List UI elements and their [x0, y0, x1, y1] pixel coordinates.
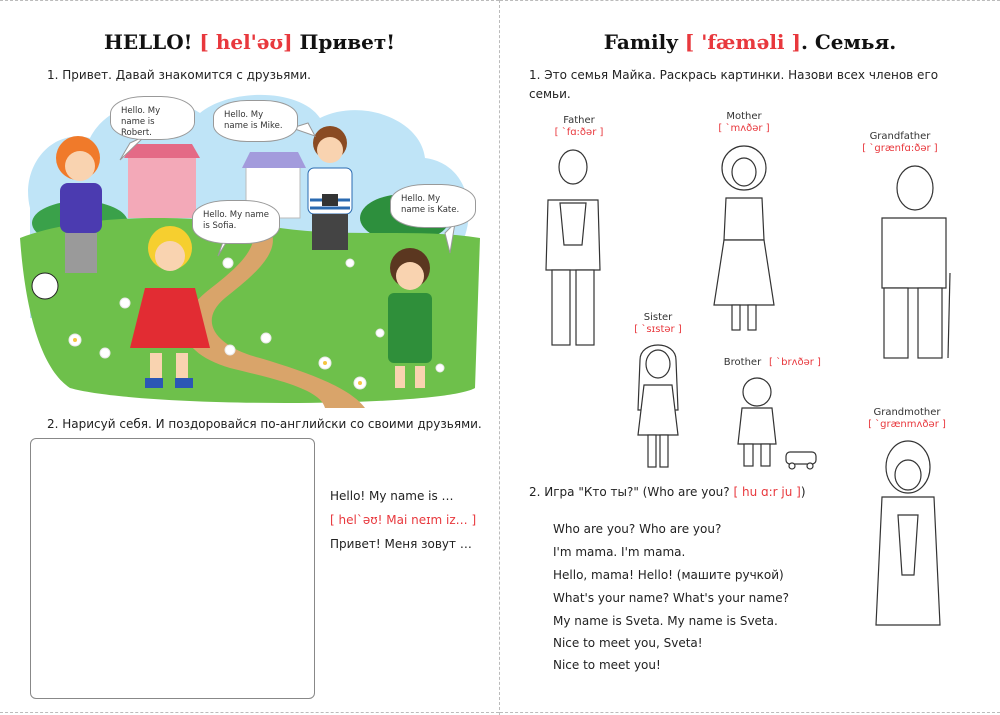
label-grandfather: Grandfather [869, 131, 931, 142]
game-line-1: Who are you? Who are you? [553, 522, 722, 536]
task-2-heading: 2. Нарисуй себя. И поздоровайся по-английски со своими друзьями. [47, 417, 482, 431]
task-1-line-2: семьи. [529, 87, 571, 101]
title-ru: Привет! [299, 30, 396, 54]
game-line-7: Nice to meet you! [553, 658, 661, 672]
game-line-5: My name is Sveta. My name is Sveta. [553, 614, 778, 628]
title-main: Family [603, 30, 678, 54]
ipa-father: [ `fɑ:ðər ] [554, 127, 604, 138]
task-2-prefix: 2. Игра "Кто ты?" (Who are you? [529, 485, 730, 499]
speech-bubble-sofia: Hello. My name is Sofia. [192, 200, 280, 244]
task-2-suffix: ) [800, 485, 806, 499]
title-ru: . Семья. [800, 30, 897, 54]
speech-bubble-kate: Hello. My name is Kate. [390, 184, 476, 228]
page-title-family [500, 30, 1000, 54]
top-divider [500, 0, 1000, 1]
page-title-hello [0, 30, 499, 54]
label-brother: Brother [723, 357, 762, 368]
ipa-grandmother: [ `grænmʌðər ] [868, 419, 946, 430]
grandfather-figure [870, 158, 965, 363]
label-sister: Sister [643, 312, 673, 323]
self-portrait-drawing-box[interactable] [30, 438, 315, 699]
speech-bubble-mike: Hello. My name is Mike. [213, 100, 298, 142]
ipa-grandfather: [ `grænfɑ:ðər ] [862, 143, 938, 154]
mother-figure [704, 140, 784, 335]
task-1-heading: 1. Привет. Давай знакомится с друзьями. [47, 68, 311, 82]
title-main: HELLO! [103, 30, 193, 54]
hello-line-english: Hello! My name is … [330, 489, 454, 503]
speech-bubble-robert: Hello. My name is Robert. [110, 96, 195, 140]
grandmother-figure [868, 435, 948, 635]
friends-illustration [20, 88, 480, 408]
ipa-sister: [ `sɪstər ] [634, 324, 682, 335]
task-2-heading-right [529, 483, 806, 502]
game-line-6: Nice to meet you, Sveta! [553, 636, 703, 650]
brother-figure [732, 374, 822, 470]
title-ipa: [ hel'əʊ] [199, 30, 293, 54]
label-father: Father [563, 115, 595, 126]
father-figure [538, 145, 608, 355]
game-line-2: I'm mama. I'm mama. [553, 545, 686, 559]
label-mother: Mother [726, 111, 762, 122]
task-2-ipa: [ hu ɑ:r ju ] [733, 485, 801, 499]
bottom-divider [0, 712, 499, 713]
sister-figure [628, 340, 688, 475]
hello-line-ipa: [ hel`əʊ! Mai neɪm iz… ] [330, 513, 477, 527]
game-line-3: Hello, mama! Hello! (машите ручкой) [553, 568, 784, 582]
bottom-divider [500, 712, 1000, 713]
ipa-brother: [ `brʌðər ] [769, 357, 821, 368]
ipa-mother: [ `mʌðər ] [718, 123, 770, 134]
hello-line-russian: Привет! Меня зовут … [330, 537, 472, 551]
game-line-4: What's your name? What's your name? [553, 591, 789, 605]
task-1-line-1: 1. Это семья Майка. Раскрась картинки. Назови всех членов его [529, 68, 939, 82]
title-ipa: [ 'fæməli ] [684, 30, 801, 54]
top-divider [0, 0, 499, 1]
label-grandmother: Grandmother [873, 407, 941, 418]
